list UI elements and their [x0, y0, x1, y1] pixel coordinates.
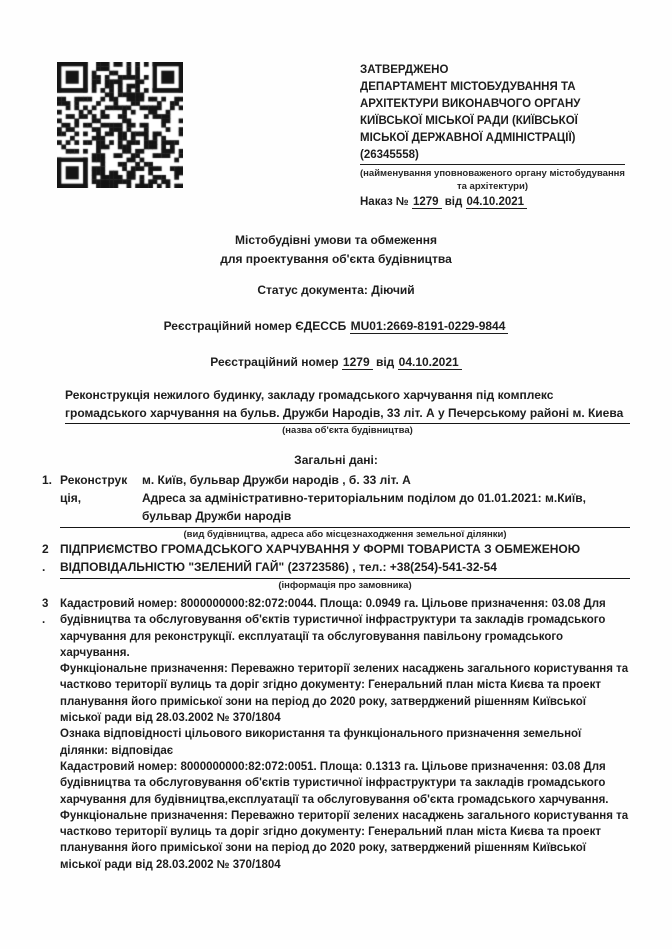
registration-label: Реєстраційний номер: [210, 355, 339, 369]
edessb-label: Реєстраційний номер ЄДЕССБ: [163, 319, 347, 333]
document-title: [42, 231, 630, 268]
cadastre-paragraph-4: Кадастровий номер: 8000000000:82:072:0051. Площа: 0.1313 га. Цільове призначення: 03.08 Для будівництва та обслуговування об'єктів туристичної інфраструктури та закладів громадського харчування для будівництва,експлуатації та обслуговування об'єкта громадського харчування.: [60, 760, 609, 806]
item-caption: (інформація про замовника): [278, 580, 412, 591]
approved-label: ЗАТВЕРДЖЕНО: [360, 64, 449, 76]
document-title-line2: для проектування об'єкта будівництва: [220, 251, 452, 266]
cadastre-paragraph-2: Функціональне призначення: Переважно території зелених насаджень загального користування та частково території вулиць та доріг згідно документу: Генеральний план міста Києва та проект планування його приміської зони на період до 2020 року, затверджений рішенням Київської міської ради від 28.03.2002 № 370/1804: [60, 663, 629, 725]
status-value: Діючий: [371, 283, 415, 297]
qr-code: [57, 62, 183, 188]
order-label: Наказ №: [360, 196, 409, 208]
approving-authority: ДЕПАРТАМЕНТ МІСТОБУДУВАННЯ ТА АРХІТЕКТУРИ ВИКОНАВЧОГО ОРГАНУ КИЇВСЬКОЇ МІСЬКОЇ РАДИ (КИЇВСЬКОЇ МІСЬКОЇ ДЕРЖАВНОЇ АДМІНІСТРАЦІЇ) (26345558): [360, 81, 581, 161]
address-line-1: м. Київ, бульвар Дружби народів , б. 33 літ. А: [142, 473, 411, 487]
object-address: [142, 471, 630, 525]
construction-object-name: Реконструкція нежилого будинку, закладу громадського харчування під комплекс громадського харчування на бульв. Дружби Народів, 33 літ. А у Печерському районі м. Киева: [65, 388, 624, 420]
registration-date: 04.10.2021: [398, 355, 462, 370]
cadastre-paragraph-5: Функціональне призначення: Переважно території зелених насаджень загального користування та частково території вулиць та доріг згідно документу: Генеральний план міста Києва та проект планування його приміської зони на період до 2020 року, затверджений рішенням Київської міської ради від 28.03.2002 № 370/1804: [60, 809, 629, 871]
registration-number-line: [42, 355, 630, 369]
authority-caption: (найменування уповноваженого органу містобудування та архітектури): [360, 168, 625, 192]
authority-underline: [360, 164, 625, 165]
item-number: 2 .: [42, 542, 49, 574]
general-data-heading: Загальні дані:: [294, 453, 378, 467]
construction-object-block: [65, 386, 630, 437]
item-caption: (вид будівництва, адреса або місцезнаходження земельної ділянки): [183, 529, 507, 540]
cadastre-paragraph-3: Ознака відповідності цільового використання та функціонального призначення земельної ділянки: відповідає: [60, 728, 582, 757]
general-item-construction-type: [42, 471, 630, 541]
registration-number: 1279: [342, 355, 373, 370]
general-item-cadastre: [42, 596, 630, 873]
edessb-number: MU01:2669-8191-0229-9844: [350, 319, 509, 334]
cadastre-paragraph-1: Кадастровий номер: 8000000000:82:072:0044. Площа: 0.0949 га. Цільове призначення: 03.08 Для будівництва та обслуговування об'єктів туристичної інфраструктури та закладів громадського харчування для реконструкції. експлуатації та обслуговування павільону громадського харчування.: [60, 598, 606, 659]
order-conjunction: від: [444, 196, 463, 208]
item-number: 3 .: [42, 598, 49, 627]
general-item-customer: [42, 540, 630, 592]
status-label: Статус документа:: [257, 283, 368, 297]
object-name-caption: (назва об'єкта будівництва): [282, 425, 413, 436]
document-title-line1: Містобудівні умови та обмеження: [235, 233, 437, 247]
construction-type: Реконструк ція,: [60, 473, 128, 505]
order-number: 1279: [412, 196, 442, 209]
edessb-registration: [42, 319, 630, 333]
document-status: [42, 283, 630, 297]
order-line: [360, 194, 625, 211]
item-number: 1.: [42, 473, 53, 487]
order-date: 04.10.2021: [466, 196, 528, 209]
customer-info: ПІДПРИЄМСТВО ГРОМАДСЬКОГО ХАРЧУВАННЯ У ФОРМІ ТОВАРИСТА З ОБМЕЖЕНОЮ ВІДПОВІДАЛЬНІСТЮ "ЗЕЛЕНИЙ ГАЙ" (23723586) , тел.: +38(254)-541-32-54: [60, 542, 581, 574]
approval-block: [360, 62, 625, 211]
registration-conjunction: від: [375, 355, 395, 369]
address-line-2: Адреса за адміністративно-територіальним поділом до 01.01.2021: м.Київ, бульвар Дружби народів: [142, 491, 586, 523]
